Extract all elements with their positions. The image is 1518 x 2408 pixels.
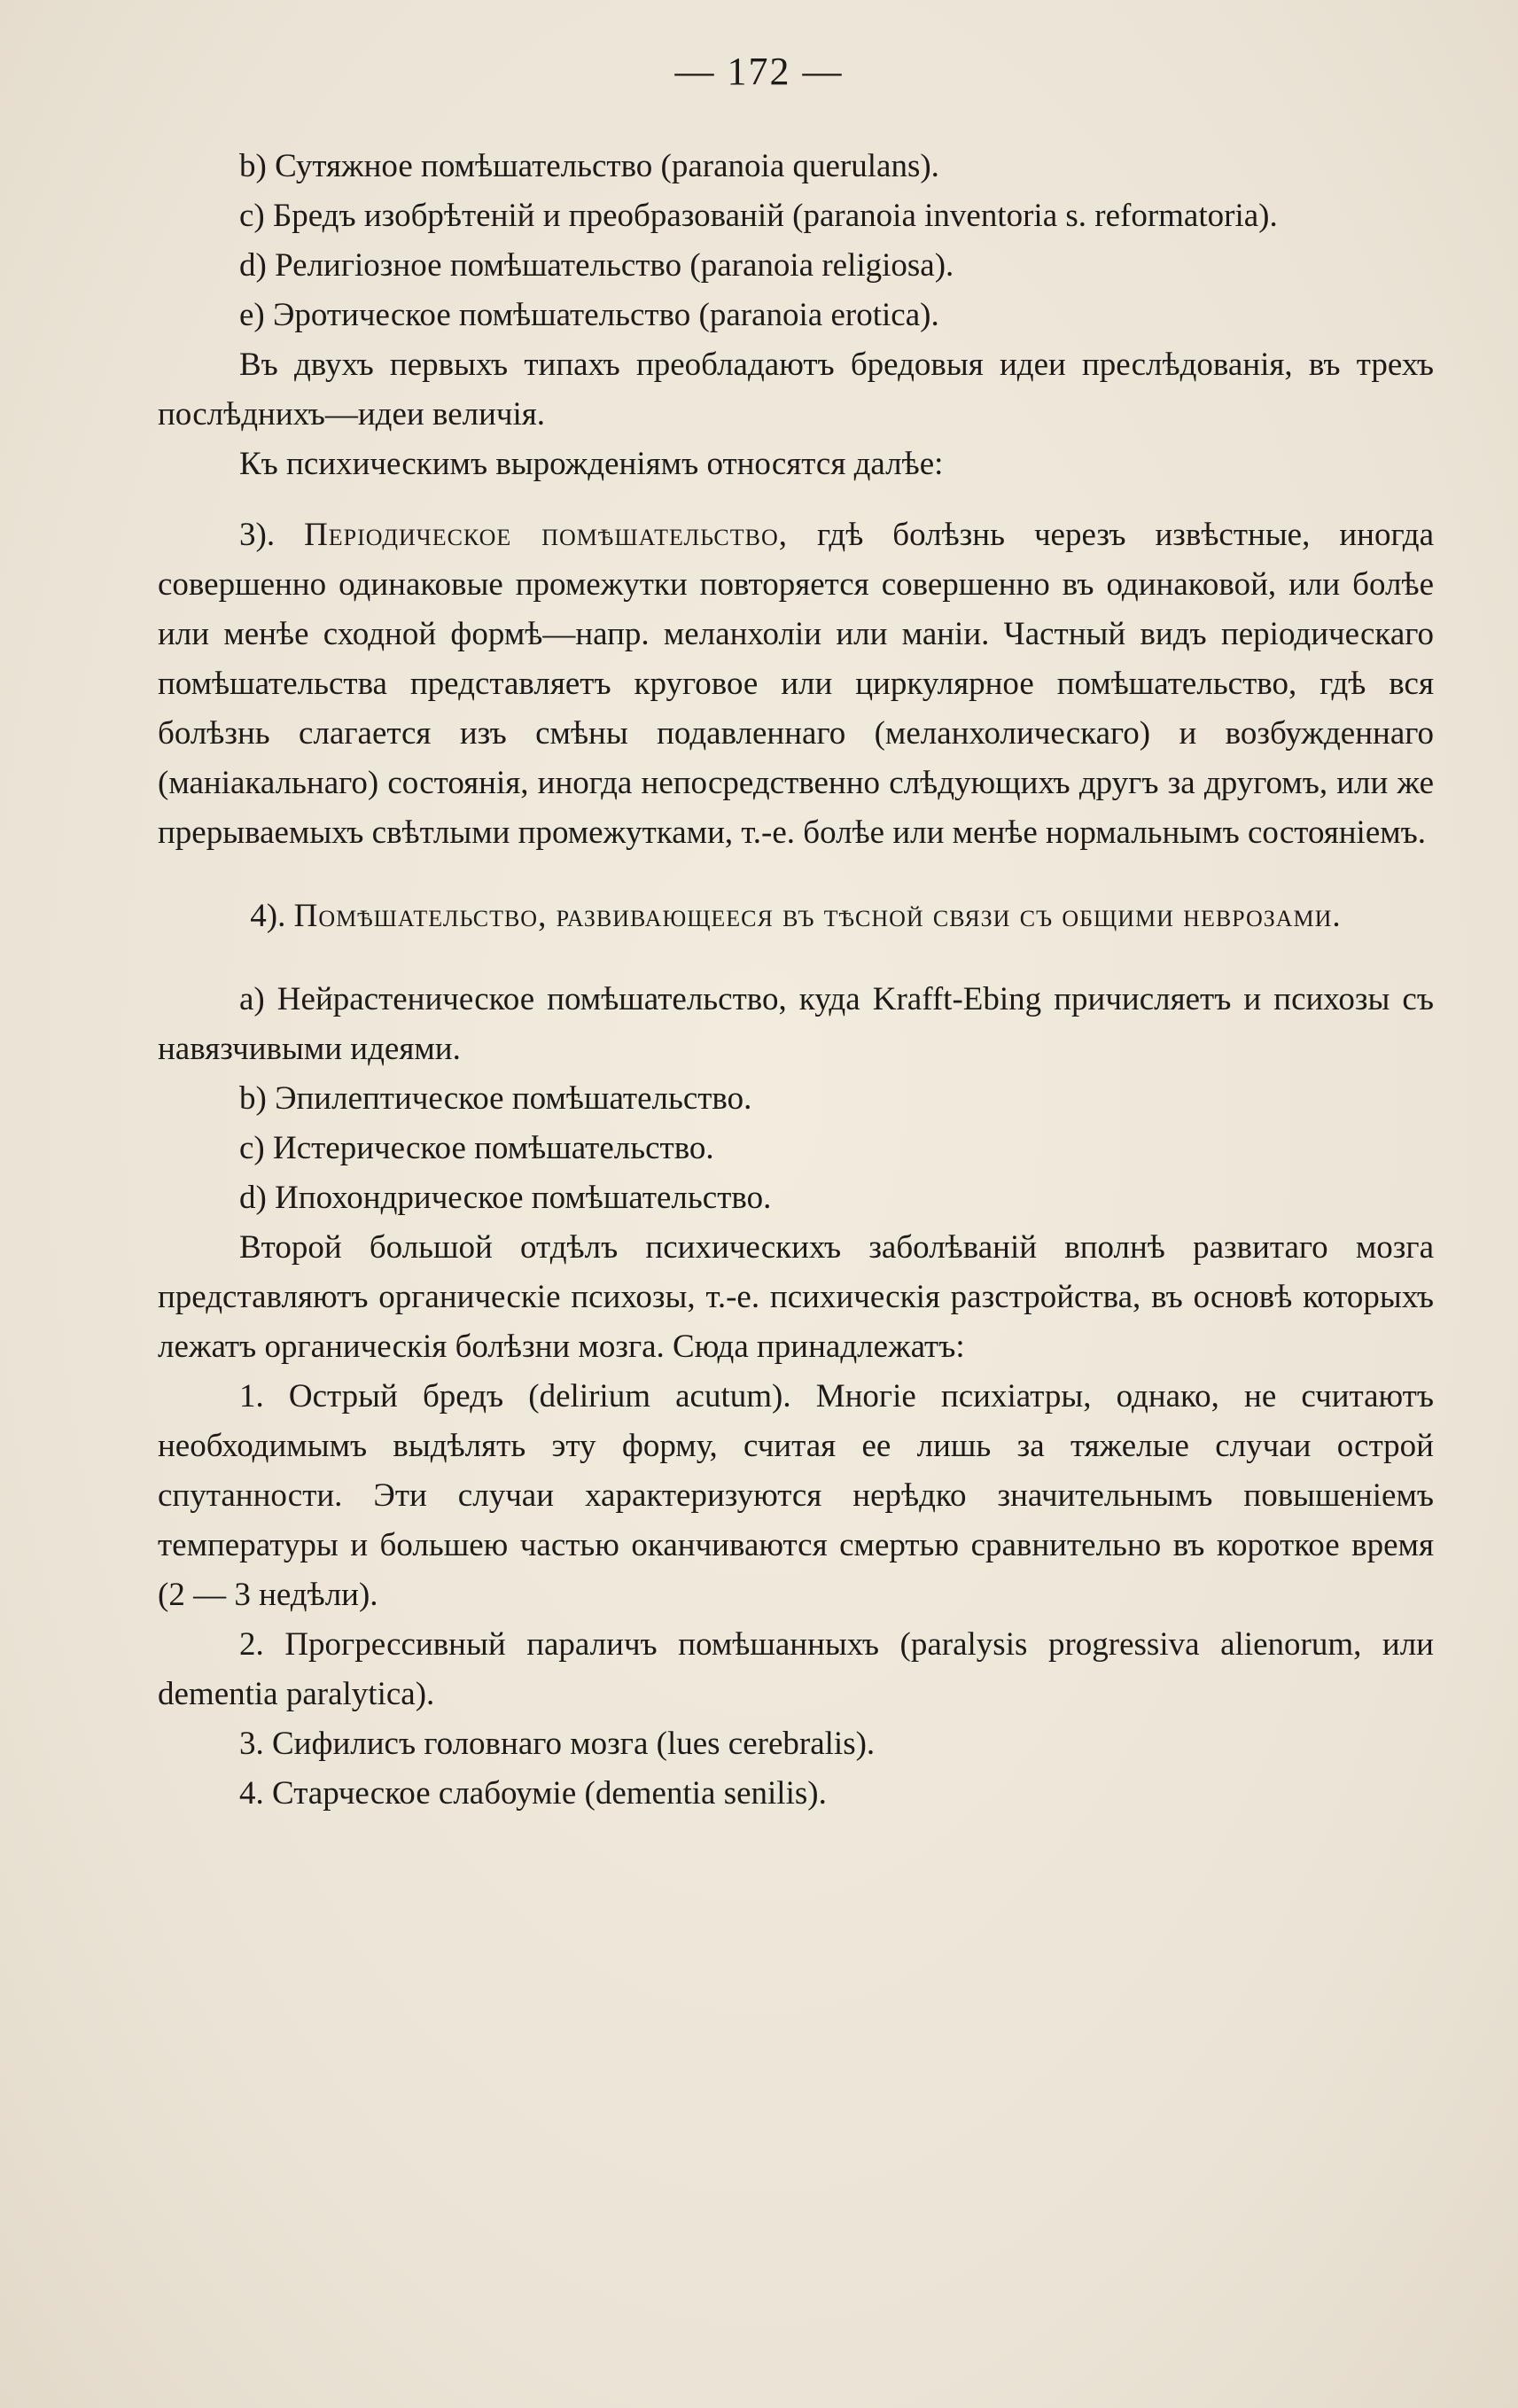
list-item-lues: 3. Сифилисъ головнаго мозга (lues cerebralis).	[239, 1726, 876, 1762]
paragraph-religiosa: d) Религіозное помѣшательство (paranoia religiosa).	[239, 247, 954, 284]
page-body	[158, 142, 1434, 1819]
list-item-paralysis: 2. Прогрессивный параличъ помѣшанныхъ (paralysis progressiva alienorum, или dementia paralytica).	[158, 1626, 1434, 1712]
paragraph-erotica: e) Эротическое помѣшательство (paranoia erotica).	[239, 297, 939, 333]
paragraph-hypochondric: d) Ипохондрическое помѣшательство.	[239, 1180, 772, 1216]
paragraph-second-section: Второй большой отдѣлъ психическихъ заболѣваній вполнѣ развитаго мозга представляютъ органическіе психозы, т.-е. психическія разстройства, въ основѣ которыхъ лежатъ органическія болѣзни мозга. Сюда принадлежатъ:	[158, 1229, 1434, 1365]
paragraph-inventoria: c) Бредъ изобрѣтеній и преобразованій (paranoia inventoria s. reformatoria).	[239, 198, 1278, 234]
section-heading-neuroses	[158, 892, 1434, 941]
paragraph-hysteric: c) Истерическое помѣшательство.	[239, 1130, 714, 1166]
periodic-title: Періодическое помѣшательство,	[304, 517, 789, 553]
periodic-number: 3).	[239, 517, 276, 553]
paragraph-periodic	[158, 510, 1434, 858]
list-item-dementia-senilis: 4. Старческое слабоуміе (dementia senilis).	[239, 1775, 827, 1812]
paragraph-neurasthenic: a) Нейрастеническое помѣшательство, куда Krafft-Ebing причисляетъ и психозы съ навязчивыми идеями.	[158, 981, 1434, 1067]
paragraph-types-note: Въ двухъ первыхъ типахъ преобладаютъ бредовыя идеи преслѣдованія, въ трехъ послѣднихъ—идеи величія.	[158, 347, 1434, 433]
paragraph-further: Къ психическимъ вырожденіямъ относятся далѣе:	[239, 446, 944, 482]
page-number: — 172 —	[674, 50, 844, 93]
list-item-delirium: 1. Острый бредъ (delirium acutum). Многіе психіатры, однако, не считаютъ необходимымъ выдѣлять эту форму, считая ее лишь за тяжелые случаи острой спутанности. Эти случаи характеризуются нерѣдко значительнымъ повышеніемъ температуры и большею частью оканчиваются смертью сравнительно въ короткое время (2 — 3 недѣли).	[158, 1378, 1434, 1613]
neuroses-number: 4).	[250, 898, 286, 934]
neuroses-title: Помѣшательство, развивающееся въ тѣсной связи съ общими неврозами.	[293, 898, 1342, 934]
paragraph-epileptic: b) Эпилептическое помѣшательство.	[239, 1080, 752, 1117]
periodic-text: гдѣ болѣзнь черезъ извѣстные, иногда совершенно одинаковые промежутки повторяется совершенно въ одинаковой, или болѣе или менѣе сходной формѣ—напр. меланхоліи или маніи. Частный видъ періодическаго помѣшательства представляетъ круговое или циркулярное помѣшательство, гдѣ вся болѣзнь слагается изъ смѣны подавленнаго (меланхолическаго) и возбужденнаго (маніакальнаго) состоянія, иногда непосредственно слѣдующихъ другъ за другомъ, или же прерываемыхъ свѣтлыми промежутками, т.-е. болѣе или менѣе нормальнымъ состояніемъ.	[158, 517, 1435, 851]
paragraph-querulans: b) Сутяжное помѣшательство (paranoia querulans).	[239, 148, 939, 184]
